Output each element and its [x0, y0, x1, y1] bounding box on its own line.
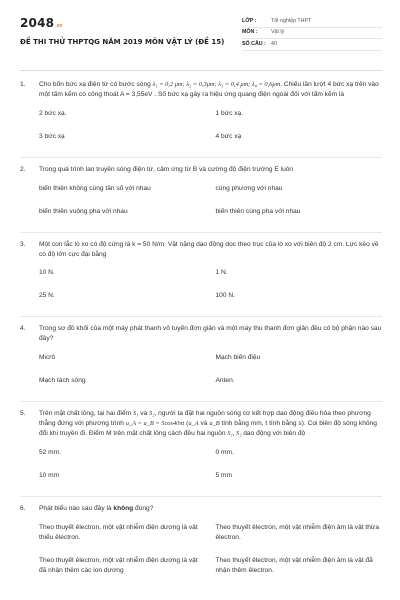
- meta-value: Tốt nghiệp THPT: [271, 17, 312, 24]
- formula: u_A: [188, 420, 199, 428]
- answer-option-a[interactable]: 2 bức xạ.: [39, 109, 67, 117]
- answer-option-d[interactable]: Theo thuyết êlectron, một vật nhiễm điện âm là vật đã nhận thêm êlectron.: [215, 556, 373, 574]
- emphasis-text: không: [113, 504, 134, 512]
- question-number: 4.: [20, 325, 26, 333]
- meta-label: SỐ CÂU :: [242, 40, 266, 47]
- question-text: Trong quá trình lan truyền sóng điện từ, cảm ứng từ B và cường độ điện trường E luôn: [39, 165, 294, 173]
- answer-option-c[interactable]: Mạch tách sóng: [39, 377, 86, 385]
- question-text: Trong sơ đồ khối của một máy phát thanh vô tuyến đơn giản và một máy thu thanh đơn giản đều có bộ phận nào sau đây?: [39, 325, 382, 343]
- answer-option-c[interactable]: 25 N.: [39, 292, 55, 300]
- answer-option-c[interactable]: 10 mm: [39, 471, 60, 479]
- answer-option-d[interactable]: biến thiên cùng pha với nhau: [215, 207, 301, 215]
- logo-suffix: .vn: [55, 23, 63, 29]
- meta-label: LỚP :: [242, 17, 257, 24]
- answer-option-a[interactable]: Micrô: [39, 354, 56, 362]
- answer-option-a[interactable]: biến thiên không cùng tần số với nhau: [39, 184, 151, 192]
- answer-option-a[interactable]: Theo thuyết êlectron, một vật nhiễm điện dương là vật thiếu êlectron.: [39, 523, 198, 541]
- answer-options: [39, 184, 382, 230]
- formula: u_A = u_B = 5cos40πt: [125, 420, 185, 428]
- answer-options: [39, 448, 382, 494]
- question-divider: [20, 401, 382, 402]
- meta-label: MÔN :: [242, 29, 258, 36]
- answer-option-d[interactable]: Anten.: [215, 377, 235, 385]
- formula: u_B: [209, 420, 220, 428]
- answer-option-b[interactable]: cùng phương với nhau: [215, 184, 283, 192]
- question-5: [20, 409, 382, 494]
- answer-option-b[interactable]: Mạch biến điệu: [215, 354, 261, 362]
- header-divider: [20, 70, 382, 71]
- answer-option-b[interactable]: Theo thuyết êlectron, một vật nhiễm điện âm là vật thừa êlectron.: [215, 523, 379, 541]
- formula: S₂: [149, 410, 155, 418]
- question-6: [20, 504, 382, 589]
- question-divider: [20, 496, 382, 497]
- logo-text: 2048: [20, 16, 55, 30]
- answer-option-b[interactable]: 1 bức xạ.: [215, 109, 244, 117]
- formula: S₁: [132, 410, 139, 418]
- site-logo[interactable]: [20, 17, 224, 30]
- question-3: [20, 240, 382, 315]
- meta-value: 40: [271, 40, 277, 47]
- meta-row-subject: [242, 29, 382, 40]
- question-number: 5.: [20, 410, 26, 418]
- question-1: [20, 80, 382, 155]
- question-divider: [20, 157, 382, 158]
- meta-row-count: [242, 40, 382, 51]
- question-number: 6.: [20, 504, 26, 512]
- exam-meta: [242, 17, 382, 70]
- question-text: Phát biểu nào sau đây là không đúng?: [39, 504, 154, 512]
- question-text: Trên mặt chất lỏng, tại hai điểm S₁ và S₂, người ta đặt hai nguồn sóng cơ kết hợp dao động điều hòa theo phương thẳng đứng với phương trình u_A = u_B = 5cos40πt (u_A và u_B tính bằng mm, t tính bằng s). Coi biên độ sóng không đổi khi truyền đi. Điểm M trên mặt chất lỏng cách đều hai nguồn S₁, S₂ dao động với biên độ: [39, 410, 377, 438]
- answer-option-b[interactable]: 1 N.: [215, 269, 228, 277]
- brand-block: [20, 17, 224, 70]
- formula: λ₁ = 0,2 μm; λ₂ = 0,3μm; λ₃ = 0,4 μm; λ₄ = 0,6μm: [152, 81, 281, 88]
- question-divider: [20, 316, 382, 317]
- answer-option-c[interactable]: 3 bức xạ: [39, 132, 65, 140]
- meta-row-class: [242, 17, 382, 28]
- page-header: [20, 0, 382, 70]
- question-number: 2.: [20, 165, 26, 173]
- question-divider: [20, 232, 382, 233]
- answer-option-d[interactable]: 5 mm: [215, 471, 232, 479]
- answer-option-a[interactable]: 52 mm.: [39, 448, 61, 456]
- answer-option-a[interactable]: 10 N.: [39, 269, 55, 277]
- answer-option-d[interactable]: 4 bức xạ: [215, 132, 242, 140]
- question-4: [20, 324, 382, 399]
- answer-options: [39, 353, 382, 399]
- answer-options: [39, 523, 382, 589]
- answer-option-c[interactable]: Theo thuyết êlectron, một vật nhiễm điện dương là vật đã nhận thêm các ion dương: [39, 556, 198, 574]
- answer-options: [39, 109, 382, 155]
- answer-option-b[interactable]: 0 mm.: [215, 448, 234, 456]
- answer-options: [39, 268, 382, 314]
- question-2: [20, 165, 382, 230]
- question-number: 3.: [20, 240, 26, 248]
- answer-option-d[interactable]: 100 N.: [215, 292, 235, 300]
- answer-option-c[interactable]: biến thiên vuông pha với nhau: [39, 207, 128, 215]
- exam-title: ĐỀ THI THỬ THPTQG NĂM 2019 MÔN VẬT LÝ (ĐỀ 15): [20, 37, 225, 46]
- question-text: Một con lắc lò xo có độ cứng là k = 50 N/m. Vật nặng dao động dọc theo trục của lò xo với biên độ 2 cm. Lực kéo về có độ lớn cực đại bằng: [39, 240, 379, 258]
- formula: S₁, S₂: [227, 430, 242, 438]
- meta-value: Vật lý: [271, 29, 285, 36]
- question-text: Cho bốn bức xạ điện từ có bước sóng λ₁ = 0,2 μm; λ₂ = 0,3μm; λ₃ = 0,4 μm; λ₄ = 0,6μm. Chiếu lần lượt 4 bức xạ trên vào một tấm kẽm có công thoát A = 3,55eV . Số bức xạ gây ra hiệu ứng quang điện ngoài đối với tấm kẽm là: [39, 81, 379, 98]
- question-number: 1.: [20, 81, 26, 88]
